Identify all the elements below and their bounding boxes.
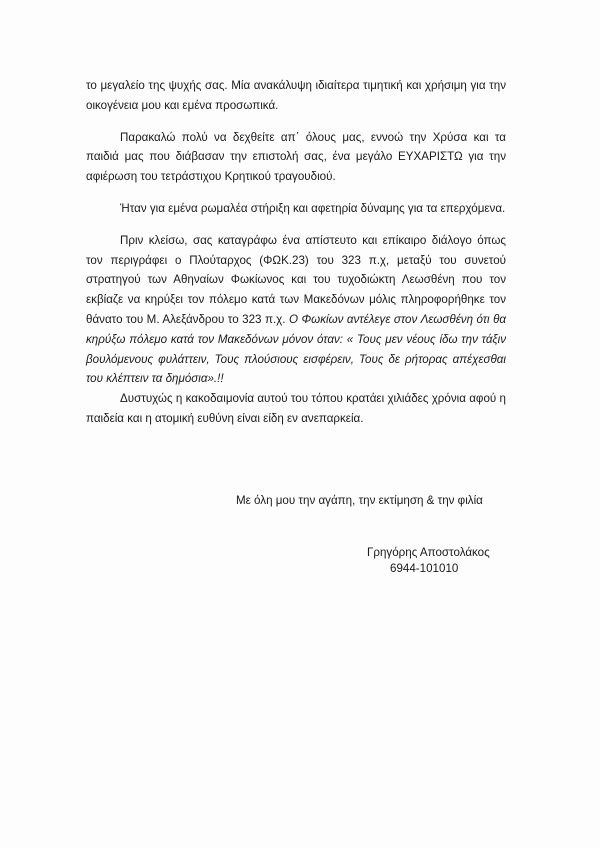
paragraph-1: το μεγαλείο της ψυχής σας. Μία ανακάλυψη ιδιαίτερα τιμητική και χρήσιμη για την οικογένεια μου και εμένα προσωπικά. — [86, 79, 506, 112]
paragraph-2: Παρακαλώ πολύ να δεχθείτε απ΄ όλους μας, εννοώ την Χρύσα και τα παιδιά μας που διάβασαν την επιστολή σας, ένα μεγάλο ΕΥΧΑΡΙΣΤΩ για την αφιέρωση του τετράστιχου Κρητικού τραγουδιού. — [86, 130, 506, 184]
signature-name: Γρηγόρης Αποστολάκος — [367, 546, 490, 559]
paragraph-3: Ήταν για εμένα ρωμαλέα στήριξη και αφετηρία δύναμης για τα επερχόμενα. — [120, 201, 506, 215]
paragraph-5: Δυστυχώς η κακοδαιμονία αυτού του τόπου κρατάει χιλιάδες χρόνια αφού η παιδεία και η ατομική ευθύνη είναι είδη εν ανεπαρκεία. — [86, 392, 506, 425]
signature-phone: 6944-101010 — [390, 562, 459, 575]
paragraph-4-text: Πριν κλείσω, σας καταγράφω ένα απίστευτο και επίκαιρο διάλογο όπως τον περιγράφει ο Πλούταρχος (ΦΩΚ.23) του 323 π.χ, μεταξύ του συνετού στρατηγού των Αθηναίων Φωκίωνος και του τυχοδιώκτη Λεωσθένη που τον εκβίαζε να κηρύξει τον πόλεμο κατά των Μακεδόνων μόλις πληροφορήθηκε τον θάνατο του Μ. Αλεξάνδρου το 323 π.χ. — [86, 233, 506, 326]
closing-line: Με όλη μου την αγάπη, την εκτίμηση & την φιλία — [236, 494, 483, 507]
paragraph-4 — [86, 231, 506, 389]
letter-body — [86, 76, 506, 429]
plutarch-quote: Ο Φωκίων αντέλεγε στον Λεωσθένη ότι θα κηρύξω πόλεμο κατά τον Μακεδόνων μόνον όταν: « Τους μεν νέους ίδω την τάξιν βουλόμενους φυλάττειν, Τους πλούσιους εισφέρειν, Τους δε ρήτορας απέχεσθαι του κλέπτειν τα δημόσια».!! — [86, 312, 506, 386]
